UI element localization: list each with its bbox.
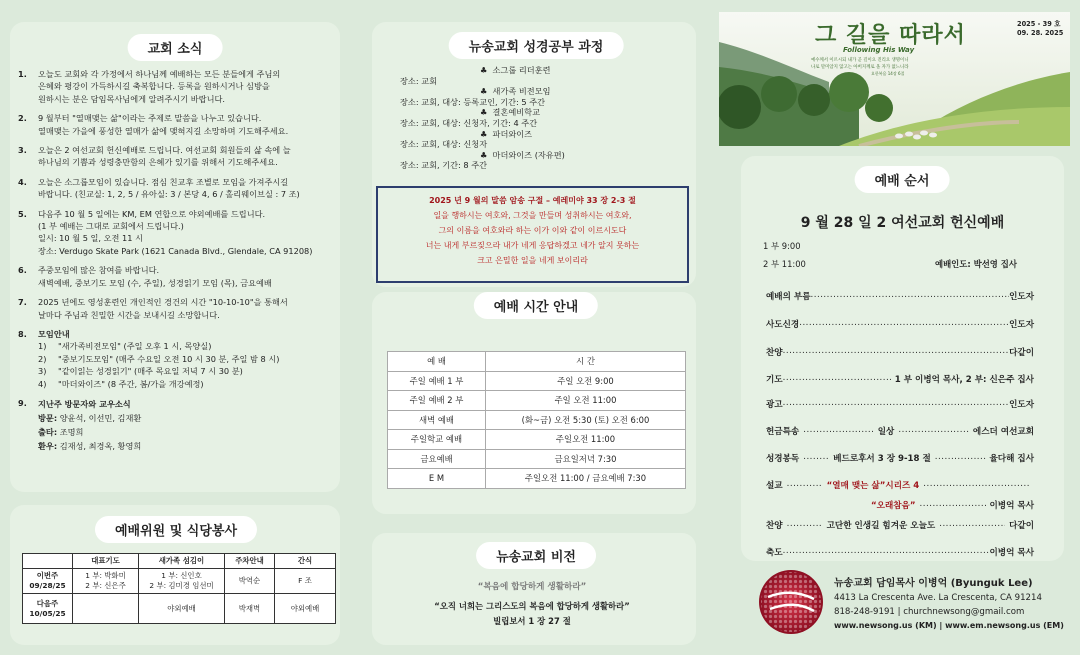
course-name: 소그룹 리더훈련	[492, 65, 551, 75]
news-item-meetings	[18, 328, 338, 390]
away-names: 조명희	[57, 426, 84, 437]
benediction-label: 축도	[766, 548, 783, 558]
study-entry-name: ♣ 새가족 비전모임	[480, 86, 551, 97]
course-name: 마더와이즈 (자유편)	[492, 149, 565, 160]
sermon-preacher: 이병억 목사	[989, 501, 1034, 511]
order-label: 기도	[766, 375, 783, 385]
week-label: 다음주	[36, 598, 59, 608]
news-item-visitors	[18, 397, 338, 453]
patients-names: 김재성, 최경옥, 황영희	[57, 440, 142, 451]
prayer-1: 1 부: 박화미	[85, 571, 126, 580]
service-time: 금요일저녁 7:30	[486, 449, 686, 469]
news-line: 은혜와 평강이 가득하시길 축복합니다. 등록을 원하시거나 심방을	[38, 81, 270, 92]
meeting-num: 1)	[38, 341, 47, 352]
news-item	[18, 296, 338, 321]
news-num: 1.	[18, 69, 27, 79]
service-time: 주일오전 11:00	[486, 430, 686, 450]
order-right: 에스더 여선교회	[972, 427, 1034, 437]
duty-greeter	[139, 594, 225, 624]
meeting-text: "중보기도모임" (매주 수요일 오전 10 시 30 분, 주일 밤 8 시)	[58, 353, 280, 364]
study-title: 뉴송교회 성경공부 과정	[449, 32, 624, 59]
leader-dots	[920, 499, 986, 511]
benediction-right: 이병억 목사	[989, 548, 1034, 558]
meetings-title: 모임안내	[38, 328, 70, 339]
hero-image	[719, 12, 1070, 146]
hero-caption: 나로 말미암지 않고는 아버지께로 올 자가 없느니라	[811, 65, 909, 70]
service-time-2: 2 부 11:00	[763, 259, 806, 269]
order-title: 예배 순서	[855, 166, 950, 193]
vision-motto: “복음에 합당하게 생활하라”	[477, 582, 587, 592]
duty-row	[23, 594, 336, 624]
leader-dots	[803, 425, 874, 437]
order-item-sermon	[766, 479, 1034, 491]
sermon-title: “오래참음”	[871, 501, 916, 511]
hero-title: 그 길을 따라서	[815, 22, 966, 48]
service-title: 9 월 28 일 2 여선교회 헌신예배	[800, 215, 1005, 231]
church-address: 4413 La Crescenta Ave. La Crescenta, CA 91214	[834, 593, 1042, 603]
news-line: 열매맺는 가을에 풍성한 열매가 삶에 맺혀지길 소망하며 기도해주세요.	[38, 125, 289, 136]
duty-header: 주차안내	[225, 554, 275, 569]
news-item	[18, 264, 338, 289]
study-entry-info: 장소: 교회, 기간: 8 주간	[400, 160, 488, 171]
leader-dots	[783, 373, 891, 385]
study-list	[400, 65, 700, 171]
leader-dots	[799, 318, 1009, 330]
order-right: 인도자	[1009, 292, 1034, 302]
news-title: 교회 소식	[128, 34, 223, 61]
leader-dots	[923, 479, 1030, 491]
study-entry-name: ♣ 소그룹 리더훈련	[480, 65, 551, 75]
memory-verse-line: 크고 은밀한 일을 네게 보이리라	[477, 256, 588, 265]
course-name: 결혼예비학교	[492, 107, 541, 118]
duty-week	[23, 569, 73, 594]
study-entry-info: 장소: 교회, 대상: 신청자	[400, 139, 488, 150]
service-name: 주일학교 예배	[388, 430, 486, 450]
duty-header: 새가족 섬김이	[139, 554, 225, 569]
service-name: 새벽 예배	[388, 410, 486, 430]
leader-dots	[811, 290, 1010, 302]
leader-dots	[803, 452, 829, 464]
news-line: (1 부 예배는 그대로 교회에서 드립니다.)	[38, 221, 184, 232]
worship-times-table	[387, 351, 686, 489]
study-entry-name: ♣ 결혼예비학교	[480, 107, 541, 118]
leader-dots	[783, 398, 1009, 410]
order-label: 예배의 부름	[766, 292, 811, 302]
order-item-hymn	[766, 519, 1034, 531]
news-num: 9.	[18, 397, 27, 408]
hymn-label: 찬양	[766, 521, 783, 531]
news-line: 9 월부터 "열매맺는 삶"이라는 주제로 말씀을 나누고 있습니다.	[38, 113, 262, 124]
leader-dots	[939, 519, 1005, 531]
duty-header: 대표기도	[73, 554, 139, 569]
service-time: (화~금) 오전 5:30 (토) 오전 6:00	[486, 410, 686, 430]
leader-dots	[787, 519, 823, 531]
news-num: 4.	[18, 176, 27, 187]
duty-snack: F 조	[275, 569, 336, 594]
times-row	[388, 469, 686, 489]
visit-names: 양윤석, 이선민, 김재환	[57, 412, 142, 423]
times-title: 예배 시간 안내	[474, 292, 598, 319]
news-num: 7.	[18, 297, 27, 308]
course-name: 새가족 비전모임	[492, 86, 551, 97]
news-line: 새벽예배, 중보기도 모임 (수, 주일), 성경읽기 모임 (목), 금요예배	[38, 277, 272, 288]
service-name: 주일 예배 2 부	[388, 391, 486, 411]
week-date: 10/05/25	[29, 608, 66, 618]
news-line: 하나님의 기쁨과 성령충만함의 은혜가 있기를 위해서 기도해주세요.	[38, 157, 278, 168]
times-row	[388, 391, 686, 411]
study-entry-name: ♣ 파더와이즈	[480, 128, 533, 139]
leader-dots	[783, 546, 990, 558]
times-row	[388, 430, 686, 450]
service-name: 금요예배	[388, 449, 486, 469]
hymn-right: 다같이	[1009, 521, 1034, 531]
meeting-num: 3)	[38, 366, 47, 377]
news-line: 주중모임에 많은 참여를 바랍니다.	[38, 265, 160, 276]
hero-caption-ref: 요한복음 14장 6절	[871, 71, 905, 76]
visit-label: 방문:	[38, 412, 58, 423]
service-leader: 예배인도: 박선영 집사	[935, 259, 1017, 269]
news-line: 오늘은 2 여선교회 헌신예배로 드립니다. 여선교회 회원들의 삶 속에 늘	[38, 145, 291, 156]
order-item	[766, 452, 1034, 464]
duty-row	[23, 569, 336, 594]
news-line: 2025 년에도 영성훈련인 개인적인 경건의 시간 "10-10-10"을 통해서	[38, 297, 288, 308]
memory-verse-line: 너는 내게 부르짖으라 내가 네게 응답하겠고 네가 알지 못하는	[425, 241, 640, 250]
service-time: 주일 오전 11:00	[486, 391, 686, 411]
news-line: 원하시는 분은 담임목사님에게 알려주시기 바랍니다.	[38, 93, 226, 104]
news-line: 오늘도 교회와 각 가정에서 하나님께 예배하는 모든 분들에게 주님의	[38, 69, 281, 79]
duty-snack: 야외예배	[275, 594, 336, 624]
memory-verse-box	[376, 186, 689, 283]
leader-dots	[783, 346, 1009, 358]
study-entry-info: 장소: 교회, 대상: 등록교인, 기간: 5 주간	[400, 96, 546, 107]
order-mid: 일상	[877, 427, 895, 437]
news-line: 바랍니다. (친교실: 1, 2, 5 / 유아실: 3 / 본당 4, 6 / 홀리웨이브실 : 7 조)	[38, 189, 300, 200]
times-header: 예 배	[388, 352, 486, 372]
times-row	[388, 410, 686, 430]
duty-greeter	[139, 569, 225, 594]
duty-prayer	[73, 569, 139, 594]
meeting-num: 4)	[38, 378, 47, 389]
study-entry-info: 장소: 교회	[400, 75, 437, 86]
church-name: 뉴송교회 담임목사 이병억 (Byunguk Lee)	[834, 578, 1033, 589]
leader-dots	[898, 425, 969, 437]
patients-label: 환우:	[38, 440, 58, 451]
church-web: www.newsong.us (KM) | www.em.newsong.us (EM)	[834, 621, 1064, 630]
order-right: 인도자	[1009, 400, 1034, 410]
order-item	[766, 346, 1034, 358]
news-num: 6.	[18, 265, 27, 276]
duty-prayer	[73, 594, 139, 624]
order-item	[766, 425, 1034, 437]
meeting-num: 2)	[38, 353, 47, 364]
meeting-text: "마더와이즈" (8 주간, 봄/가을 개강예정)	[58, 378, 204, 389]
news-line: 오늘은 소그룹모임이 있습니다. 점심 친교후 조별로 모임을 가져주시길	[38, 176, 289, 187]
greeter-1: 야외예배	[167, 603, 196, 613]
church-logo-icon	[758, 569, 824, 635]
issue-date: 09. 28. 2025	[1017, 29, 1064, 37]
order-label: 찬양	[766, 348, 783, 358]
week-label: 이번주	[36, 571, 59, 580]
memory-verse-line: 그의 이름을 여호와라 하는 이가 이와 같이 이르시도다	[438, 226, 627, 235]
leader-dots	[787, 479, 823, 491]
duty-header	[23, 554, 73, 569]
order-item	[766, 318, 1034, 330]
order-right: 율다해 집사	[989, 454, 1034, 464]
order-label: 성경봉독	[766, 454, 800, 464]
order-label: 사도신경	[766, 320, 800, 330]
memory-verse-title: 2025 년 9 월의 말씀 암송 구절 – 예레미야 33 장 2-3 절	[429, 196, 636, 205]
news-item	[18, 112, 338, 137]
greeter-2: 2 부: 김미경 임선미	[149, 581, 214, 590]
duty-parking: 박역순	[225, 569, 275, 594]
church-logo	[758, 569, 824, 635]
news-line: 다음주 10 월 5 일에는 KM, EM 연합으로 야외예배를 드립니다.	[38, 208, 266, 219]
away-label: 출타:	[38, 426, 58, 437]
news-item	[18, 68, 338, 105]
times-header-row	[388, 352, 686, 372]
service-name: E M	[388, 469, 486, 489]
order-label: 헌금특송	[766, 427, 800, 437]
visitors-title: 지난주 방문자와 교우소식	[38, 398, 131, 409]
order-item	[766, 290, 1034, 302]
spacer	[766, 499, 871, 511]
sermon-label: 설교	[766, 481, 783, 491]
news-num: 2.	[18, 113, 27, 124]
church-contact: 818-248-9191 | churchnewsong@gmail.com	[834, 607, 1025, 617]
study-entry-name: ♣ 마더와이즈 (자유편)	[480, 149, 565, 160]
news-line: 날마다 주님과 친밀한 시간을 보내시길 소망합니다.	[38, 309, 220, 320]
hero-subtitle: Following His Way	[843, 46, 915, 54]
duty-week	[23, 594, 73, 624]
order-label: 광고	[766, 400, 783, 410]
course-name: 파더와이즈	[492, 128, 533, 139]
times-row	[388, 449, 686, 469]
news-line: 일시: 10 월 5 일, 오전 11 시	[38, 233, 143, 244]
service-time-1: 1 부 9:00	[763, 241, 801, 251]
order-item	[766, 373, 1034, 385]
study-entry-info: 장소: 교회, 대상: 신청자, 기간: 4 주간	[400, 117, 538, 128]
vision-title: 뉴송교회 비전	[476, 542, 596, 569]
leader-dots	[935, 452, 986, 464]
memory-verse-line: 일을 행하시는 여호와, 그것을 만들며 성취하시는 여호와,	[433, 211, 632, 220]
times-header: 시 간	[486, 352, 686, 372]
order-item-sermon-title	[766, 499, 1034, 511]
order-right: 다같이	[1009, 348, 1034, 358]
meeting-text: "같이읽는 성경읽기" (매주 목요일 저녁 7 시 30 분)	[58, 366, 243, 377]
duty-parking: 박재벽	[225, 594, 275, 624]
duty-header-row	[23, 554, 336, 569]
service-time: 주일 오전 9:00	[486, 371, 686, 391]
duty-table	[22, 553, 336, 624]
news-line: 장소: Verdugo Skate Park (1621 Canada Blvd., Glendale, CA 91208)	[38, 245, 313, 256]
news-num: 8.	[18, 328, 27, 339]
greeter-1: 1 부: 신인호	[161, 571, 202, 580]
news-item	[18, 144, 338, 169]
order-right: 인도자	[1009, 320, 1034, 330]
hymn-title: 고단한 인생길 힘겨운 오늘도	[826, 521, 936, 531]
news-list	[18, 68, 338, 460]
news-item	[18, 176, 338, 201]
times-row	[388, 371, 686, 391]
meeting-text: "새가족비전모임" (주일 오후 1 시, 목양실)	[58, 341, 212, 352]
duty-title: 예배위원 및 식당봉사	[95, 516, 257, 543]
duty-header: 간식	[275, 554, 336, 569]
week-date: 09/28/25	[29, 581, 66, 590]
vision-ref: 빌립보서 1 장 27 절	[493, 616, 571, 626]
news-num: 3.	[18, 145, 27, 156]
hero-caption: 예수께서 이르시되 내가 곧 길이요 진리요 생명이니	[811, 58, 909, 63]
vision-verse: “오직 너희는 그리스도의 복음에 합당하게 생활하라”	[434, 601, 630, 611]
prayer-2: 2 부: 신은주	[85, 581, 126, 590]
news-num: 5.	[18, 208, 27, 219]
service-name: 주일 예배 1 부	[388, 371, 486, 391]
service-time: 주일오전 11:00 / 금요예배 7:30	[486, 469, 686, 489]
order-mid: 1 부 이병억 목사, 2 부: 신은주 집사	[894, 375, 1034, 385]
issue-number: 2025 - 39 호	[1017, 20, 1061, 28]
news-item	[18, 208, 338, 258]
order-item-benediction	[766, 546, 1034, 558]
order-item	[766, 398, 1034, 410]
sermon-series: “열매 맺는 삶”시리즈 4	[826, 481, 920, 491]
order-mid: 베드로후서 3 장 9-18 절	[833, 454, 931, 464]
